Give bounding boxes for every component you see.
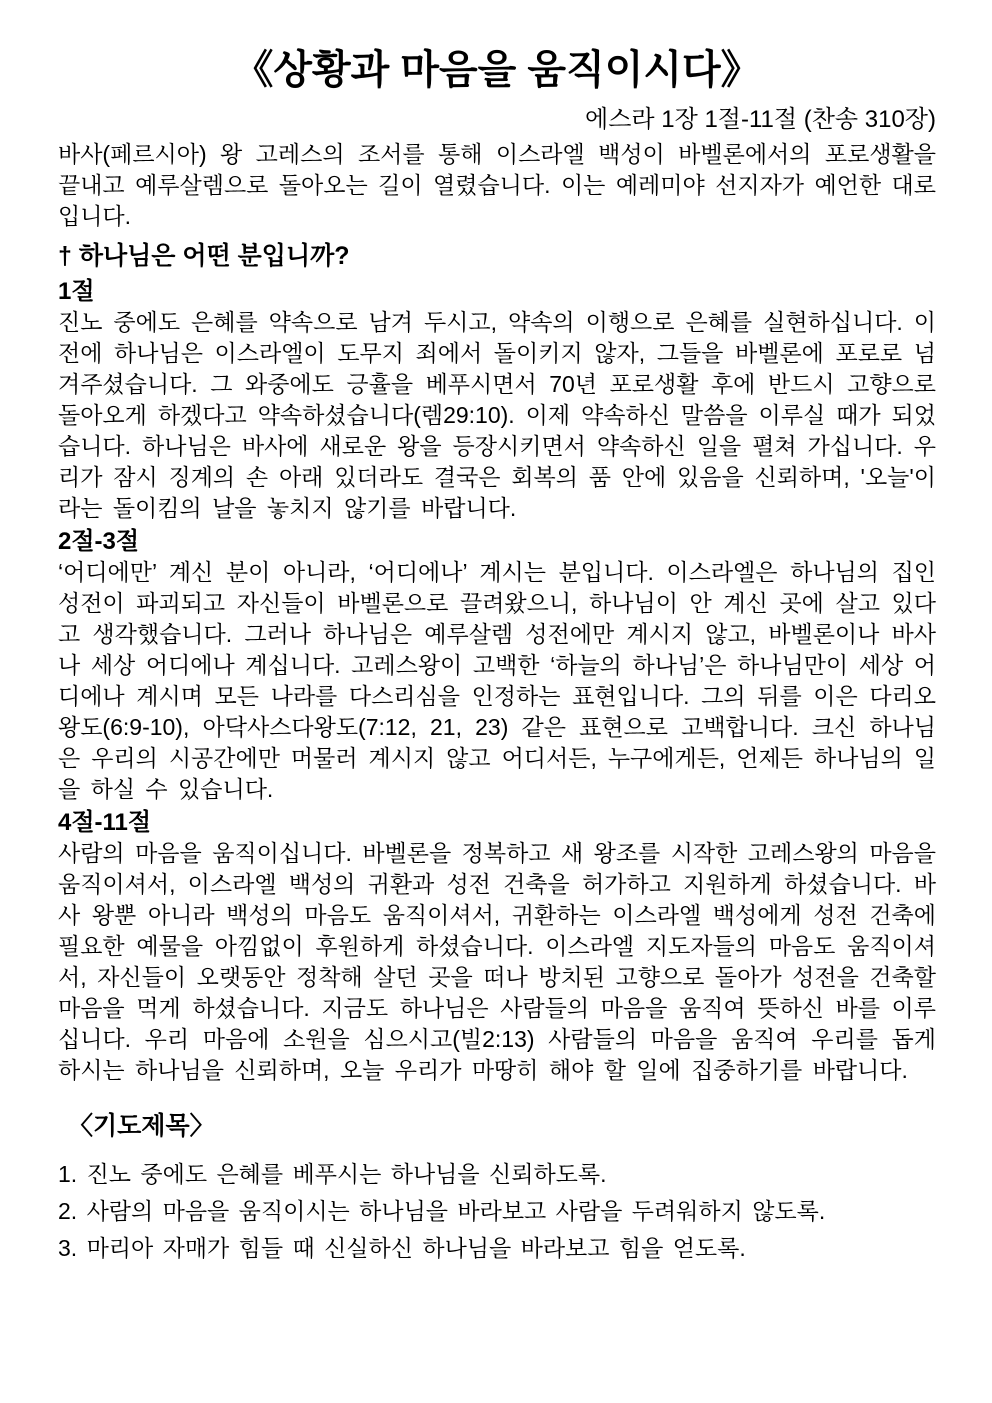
verse-label: 4절-11절 — [58, 809, 152, 836]
verse-commentary: 사람의 마음을 움직이십니다. 바벨론을 정복하고 새 왕조를 시작한 고레스왕의 마음을 움직이셔서, 이스라엘 백성의 귀환과 성전 건축을 허가하고 지원하게 하셨습니다. 바사 왕뿐 아니라 백성의 마음도 움직이셔서, 귀환하는 이스라엘 백성에게 성전 건축에 필요한 예물을 아낌없이 후원하게 하셨습니다. 이스라엘 지도자들의 마음도 움직이셔서, 자신들이 오랫동안 정착해 살던 곳을 떠나 방치된 고향으로 돌아가 성전을 건축할 마음을 먹게 하셨습니다. 지금도 하나님은 사람들의 마음을 움직여 뜻하신 바를 이루십니다. 우리 마음에 소원을 심으시고(빌2:13) 사람들의 마음을 움직여 우리를 돕게 하시는 하나님을 신뢰하며, 오늘 우리가 마땅히 해야 할 일에 집중하기를 바랍니다. — [58, 840, 936, 1083]
page-title: 《상황과 마음을 움직이시다》 — [233, 48, 761, 92]
section-heading-label: 하나님은 어떤 분입니까? — [78, 242, 350, 270]
verse-commentary: ‘어디에만’ 계신 분이 아니라, ‘어디에나’ 계시는 분입니다. 이스라엘은 하나님의 집인 성전이 파괴되고 자신들이 바벨론으로 끌려왔으니, 하나님이 안 계신 곳에 살고 있다고 생각했습니다. 그러나 하나님은 예루살렘 성전에만 계시지 않고, 바벨론이나 바사나 세상 어디에나 계십니다. 고레스왕이 고백한 ‘하늘의 하나님’은 하나님만이 세상 어디에나 계시며 모든 나라를 다스리심을 인정하는 표현입니다. 그의 뒤를 이은 다리오왕도(6:9-10), 아닥사스다왕도(7:12, 21, 23) 같은 표현으로 고백합니다. 크신 하나님은 우리의 시공간에만 머물러 계시지 않고 어디서든, 누구에게든, 언제든 하나님의 일을 하실 수 있습니다. — [58, 559, 936, 802]
verse-label: 2절-3절 — [58, 528, 140, 555]
intro-paragraph: 바사(페르시아) 왕 고레스의 조서를 통해 이스라엘 백성이 바벨론에서의 포로생활을 끝내고 예루살렘으로 돌아오는 길이 열렸습니다. 이는 예레미야 선지자가 예언한 대로입니다. — [58, 141, 936, 229]
verse-section-2-3 — [58, 526, 936, 805]
prayer-item: 2. 사람의 마음을 움직이시는 하나님을 바라보고 사람을 두려워하지 않도록. — [58, 1198, 826, 1224]
verse-section-4-11 — [58, 807, 936, 1086]
dagger-icon: † — [58, 242, 72, 270]
prayer-item: 3. 마리아 자매가 힘들 때 신실하신 하나님을 바라보고 힘을 얻도록. — [58, 1235, 746, 1261]
verse-commentary: 진노 중에도 은혜를 약속으로 남겨 두시고, 약속의 이행으로 은혜를 실현하십니다. 이전에 하나님은 이스라엘이 도무지 죄에서 돌이키지 않자, 그들을 바벨론에 포로로 넘겨주셨습니다. 그 와중에도 긍휼을 베푸시면서 70년 포로생활 후에 반드시 고향으로 돌아오게 하겠다고 약속하셨습니다(렘29:10). 이제 약속하신 말씀을 이루실 때가 되었습니다. 하나님은 바사에 새로운 왕을 등장시키면서 약속하신 일을 펼쳐 가십니다. 우리가 잠시 징계의 손 아래 있더라도 결국은 회복의 품 안에 있음을 신뢰하며, '오늘'이라는 돌이킴의 날을 놓치지 않기를 바랍니다. — [58, 309, 936, 521]
verse-label: 1절 — [58, 278, 95, 305]
verse-section-1 — [58, 276, 936, 524]
scripture-reference: 에스라 1장 1절-11절 (찬송 310장) — [585, 106, 936, 133]
section-heading — [58, 240, 936, 272]
prayer-topics-list — [58, 1156, 936, 1267]
prayer-topics-heading: 〈기도제목〉 — [68, 1112, 215, 1140]
prayer-item: 1. 진노 중에도 은혜를 베푸시는 하나님을 신뢰하도록. — [58, 1161, 607, 1187]
